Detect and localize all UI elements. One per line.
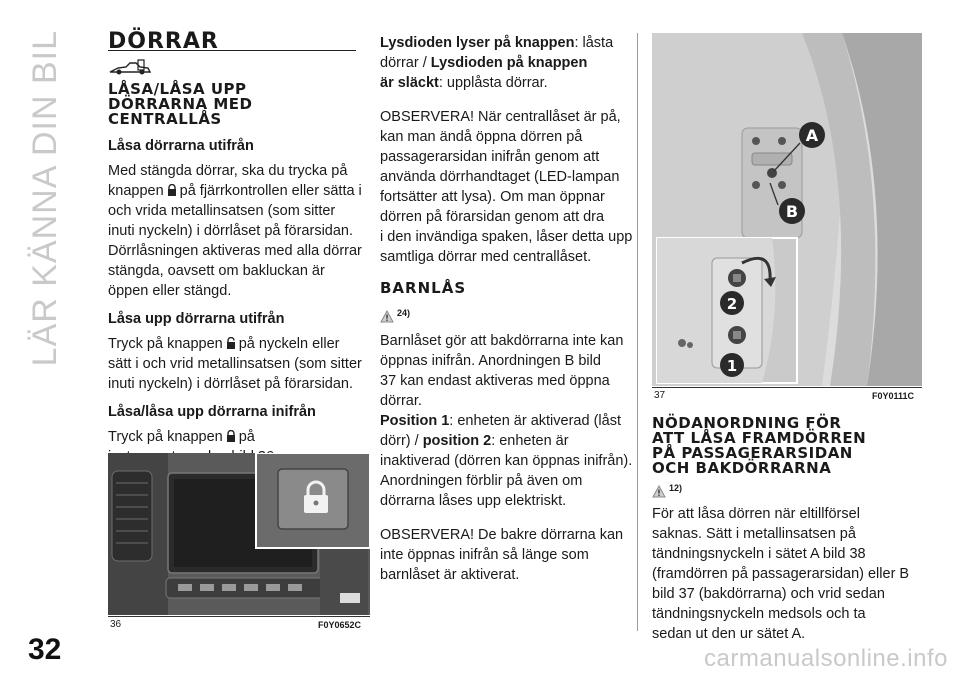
subheading-unlock-outside: Låsa upp dörrarna utifrån (108, 311, 285, 327)
figure-36-code: F0Y0652C (318, 620, 362, 630)
note-rear-doors: OBSERVERA! De bakre dörrarna kan inte öppnas inifrån så länge som barnlåset är aktiverat. (380, 527, 624, 583)
label-1: 1 (726, 357, 738, 375)
note-central-lock: OBSERVERA! När centrallåset är på, kan man ändå öppna dörren på passagerarsidan inifrån genom att använda dörrhandtaget (LED-lampan fortsätter att lysa). Om man öppnar dörren på förarsidan genom att dra i den invändiga spaken, låser detta upp samtliga dörrar med centrallåset. (380, 109, 633, 265)
lock-icon (226, 430, 236, 442)
heading-dorrar: DÖRRAR (108, 29, 219, 54)
unlock-icon (226, 337, 236, 349)
reference-24: 24) (397, 308, 411, 318)
side-chapter-tab (26, 30, 70, 367)
heading-rule (108, 50, 356, 51)
figure-37-rule (652, 387, 922, 388)
figure-36-number: 36 (110, 619, 122, 630)
figure-36-dashboard-photo (108, 453, 370, 615)
column-3-text: 12) För att låsa dörren när eltillförsel saknas. Sätt i metallinsatsen på tändningsnyckeln i sätet A bild 38 (framdörren på passagerarsidan) eller B bild 37 (bakdörrarna) och vrid sedan tändningsnyckeln medsols och ta sedan ut den ur sätet A. (652, 478, 914, 644)
column-divider (637, 33, 638, 631)
column-1-text: Låsa dörrarna utifrån Med stängda dörrar, ska du trycka på knappen på fjärrkontrollen eller sätta i och vrida metallinsatsen (som sitter inuti nyckeln) i dörrlåset på förarsidan. Dörrlåsningen aktiveras med alla dörrar stängda, oavsett om bakluckan är öppen eller stängd. Låsa upp dörrarna utifrån Tryck på knappen på nyckeln eller sätt i och vrid metallinsatsen (som sitter inuti nyckeln) i dörrlåset på förarsidan. Låsa/låsa upp dörrarna inifrån Tryck på knappen på (108, 136, 370, 467)
subheading-inside: Låsa/låsa upp dörrarna inifrån (108, 404, 316, 420)
lock-icon (167, 184, 177, 196)
reference-12: 12) (669, 483, 683, 493)
figure-37-code: F0Y0111C (872, 391, 915, 401)
column-2-text: Lysdioden lyser på knappen: låsta dörrar / Lysdioden på knappen är släckt: upplåsta dörrar. OBSERVERA! När centrallåset är på, kan man ändå öppna dörren på passagerarsidan inifrån genom att använda dörrhandtaget (LED-lampan fortsätter att lysa). Om man öppnar dörren på förarsidan genom att dra i den invändiga spaken, låser detta upp samtliga dörrar med centrallåset. BARNLÅS 24) Barnlåset gör att bakdörrarna inte kan öppnas inifrån. Anordningen B bild 37 kan endast aktiveras med öppna dörrar. Position 1: enheten är aktiverad (låst dörr) / position 2: enheten är inaktiverad (dörren kan öppnas inifrån). Anordningen förblir på även om dörrarna låses upp elektriskt. OBSERVERA! De bakre dörrarna kan inte öppnas inifrån så länge som barnlåset är aktiverat. (380, 33, 642, 585)
section-title-emergency-lock: NÖDANORDNING FÖR ATT LÅSA FRAMDÖRREN PÅ PASSAGERARSIDAN OCH BAKDÖRRARNA (652, 414, 867, 477)
subheading-lock-outside: Låsa dörrarna utifrån (108, 138, 254, 154)
figure-37-child-lock-photo (652, 33, 922, 386)
label-2: 2 (726, 295, 738, 313)
label-a: A (805, 126, 819, 145)
section-title-central-locking: LÅSA/LÅSA UPP DÖRRARNA MED CENTRALLÅS (108, 80, 253, 128)
warning-icon (652, 485, 666, 498)
label-b: B (785, 202, 799, 221)
page-number: 32 (28, 633, 62, 666)
figure-36-rule (108, 616, 370, 617)
section-title-child-lock: BARNLÅS (380, 279, 467, 297)
watermark: carmanualsonline.info (704, 645, 948, 672)
figure-37-number: 37 (654, 390, 666, 401)
chapter-title: LÄR KÄNNA DIN BIL (26, 30, 64, 367)
warning-icon (380, 310, 394, 323)
car-door-icon (108, 58, 152, 76)
